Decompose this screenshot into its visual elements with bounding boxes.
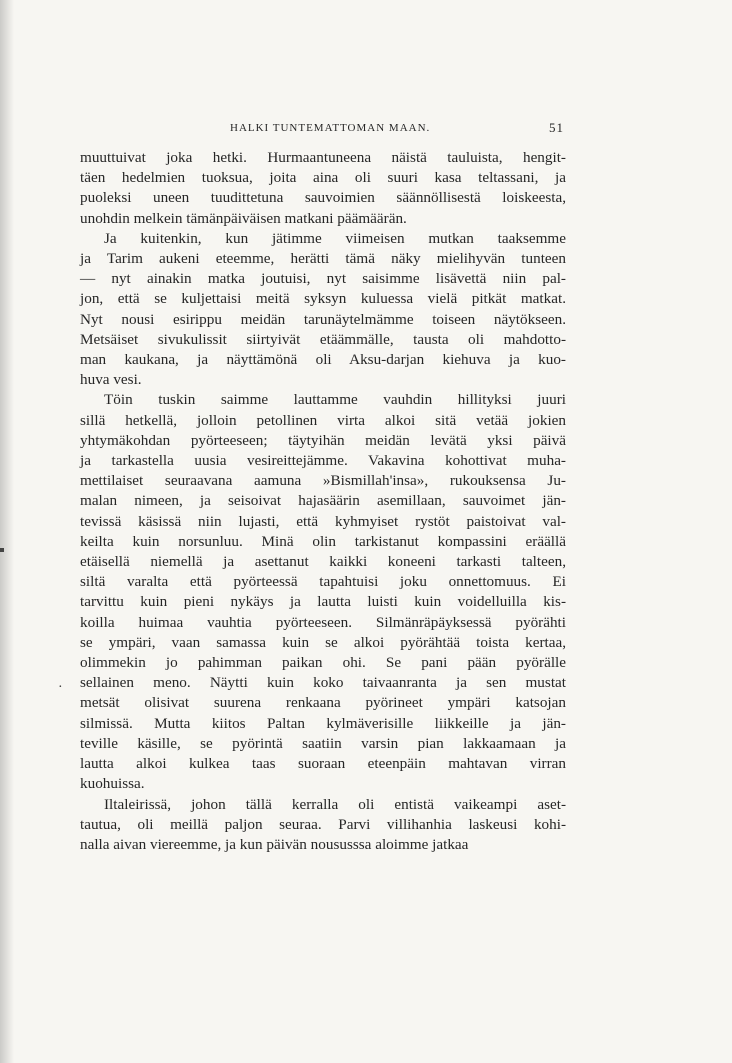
text-line: kuohuissa.	[80, 775, 145, 793]
page-number: 51	[549, 120, 564, 135]
paragraph	[80, 795, 566, 856]
text-line: teville käsille, se pyörintä saatiin varsin pian lakkaamaan ja	[80, 734, 566, 752]
text-line: man kaukana, ja näyttämönä oli Aksu-darjan kiehuva ja kuo-	[80, 351, 566, 369]
text-line: silmissä. Mutta kiitos Paltan kylmäverisille liikkeille ja jän-	[80, 714, 566, 732]
text-line: — nyt ainakin matka joutuisi, nyt saisimme lisävettä niin pal-	[80, 270, 566, 288]
text-line: keilta kuin norsunluu. Minä olin tarkistanut kompassini eräällä	[80, 532, 566, 550]
running-head	[80, 118, 566, 140]
text-line: tautua, oli meillä paljon seuraa. Parvi villihanhia laskeusi kohi-	[80, 815, 566, 833]
paragraph	[80, 229, 566, 391]
text-line: muuttuivat joka hetki. Hurmaantuneena näistä tauluista, hengit-	[80, 149, 566, 166]
text-line: se ympäri, vaan samassa kuin se alkoi pyörähtää toista kertaa,	[80, 633, 566, 651]
text-line: puoleksi uneen tuudittetuna sauvoimien säännöllisestä loiskeesta,	[80, 189, 566, 207]
text-line: jon, että se kuljettaisi meitä syksyn kuluessa vielä pitkät matkat.	[80, 290, 566, 308]
text-line: tarvittu kuin pieni nykäys ja lautta luisti kuin voidelluilla kis-	[80, 593, 566, 611]
text-line: sellainen meno. Näytti kuin koko taivaanranta ja sen mustat	[80, 674, 566, 692]
text-line: mettilaiset seuraavana aamuna »Bismillah'insa», rukouksensa Ju-	[80, 472, 566, 490]
text-line: etäisellä niemellä ja asettanut kaikki koneeni tarkasti talteen,	[80, 553, 566, 571]
text-line: nalla aivan viereemme, ja kun päivän noususssa aloimme jatkaa	[80, 835, 469, 853]
text-line: tevissä käsissä niin lujasti, että kyhmyiset rystöt paistoivat val-	[80, 512, 566, 530]
running-title: HALKI TUNTEMATTOMAN MAAN.	[230, 122, 431, 134]
text-line: yhtymäkohdan pyörteeseen; täytyihän meidän levätä yksi päivä	[80, 431, 566, 449]
text-line: täen hedelmien tuoksua, joita aina oli suuri kasa teltassani, ja	[80, 169, 566, 187]
text-line: metsät olisivat suurena renkaana pyörineet ympäri katsojan	[80, 694, 566, 712]
scan-edge-shadow	[0, 0, 14, 1063]
scan-mark	[0, 548, 4, 552]
text-line: ja Tarim aukeni eteemme, herätti tämä näky mielihyvän tunteen	[80, 250, 566, 268]
text-line: unohdin melkein tämänpäiväisen matkani päämäärän.	[80, 209, 407, 227]
text-line: huva vesi.	[80, 371, 142, 389]
text-line: Töin tuskin saimme lauttamme vauhdin hillityksi juuri	[104, 391, 566, 409]
book-page	[80, 118, 566, 855]
text-line: siltä varalta että pyörteessä tapahtuisi joku onnettomuus. Ei	[80, 573, 566, 591]
text-line: Metsäiset sivukulissit siirtyivät etäämmälle, tausta oli mahdotto-	[80, 330, 566, 348]
text-line: malan nimeen, ja seisoivat hajasäärin asemillaan, sauvoimet jän-	[80, 492, 566, 510]
paragraph	[80, 390, 566, 794]
margin-mark: ·	[58, 680, 63, 695]
text-line: sillä hetkellä, jolloin petollinen virta alkoi sitä vetää jokien	[80, 411, 566, 429]
text-line: Nyt nousi esirippu meidän tarunäytelmämme toiseen näytökseen.	[80, 310, 566, 328]
text-line: Ja kuitenkin, kun jätimme viimeisen mutkan taaksemme	[104, 229, 566, 247]
text-line: ja tarkastella uusia vesireittejämme. Vakavina kohottivat muha-	[80, 452, 566, 470]
text-line: koilla huimaa vauhtia pyörteeseen. Silmänräpäyksessä pyörähti	[80, 613, 566, 631]
paragraph	[80, 148, 566, 229]
text-line: lautta alkoi kulkea taas suoraan eteenpäin mahtavan virran	[80, 755, 566, 773]
body-text	[80, 148, 566, 855]
text-line: Iltaleirissä, johon tällä kerralla oli entistä vaikeampi aset-	[104, 795, 566, 813]
text-line: olimmekin jo pahimman paikan ohi. Se pani pään pyörälle	[80, 654, 566, 672]
